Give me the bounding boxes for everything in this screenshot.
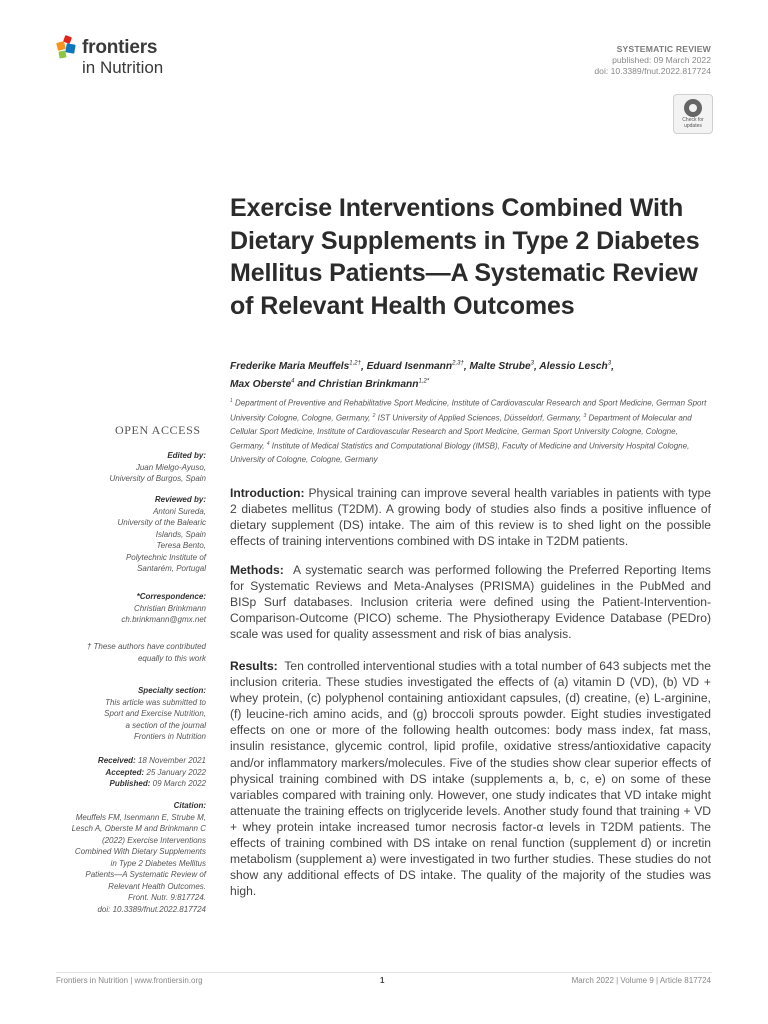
article-type: SYSTEMATIC REVIEW — [616, 44, 711, 54]
open-access-label: OPEN ACCESS — [115, 423, 201, 437]
article-title: Exercise Interventions Combined With Dietary Supplements in Type 2 Diabetes Mellitus Patients—A Systematic Review of Relevant Health Outcomes — [230, 194, 700, 320]
abstract-heading: Introduction: — [230, 486, 305, 500]
specialty-section: Specialty section: This article was submitted to Sport and Exercise Nutrition, a section of the journal Frontiers in Nutrition — [104, 686, 206, 741]
article-doi[interactable]: doi: 10.3389/fnut.2022.817724 — [594, 66, 711, 76]
abstract-methods: Methods: A systematic search was performed following the Preferred Reporting Items for Systematic Reviews and Meta-Analyses (PRISMA) guidelines in the PubMed and BISp Surf databases. Inclusion criteria were defined using the Patient-Intervention-Comparison-Outcome (PICO) scheme. The Physiotherapy Evidence Database (PEDro) scale was used for quality assessment and risk of bias analysis. — [230, 563, 711, 642]
abstract-introduction: Introduction: Physical training can improve several health variables in patients with type 2 diabetes mellitus (T2DM). A growing body of studies also finds a positive influence of dietary supplement (DS) intake. The aim of this review is to shed light on the possible effects of training interventions combined with DS intake in T2DM patients. — [230, 486, 711, 549]
article-header — [594, 44, 711, 77]
author[interactable]: Alessio Lesch$^3$ — [539, 361, 612, 373]
author[interactable]: Christian Brinkmann$^{1,2*}$ — [318, 378, 430, 390]
frontiers-logo-icon — [56, 36, 78, 60]
abstract-heading: Methods: — [230, 563, 284, 577]
author[interactable]: Max Oberste$^4$ — [230, 378, 295, 390]
correspondence-email[interactable]: ch.brinkmann@gmx.net — [121, 615, 206, 624]
article-dates: Received: 18 November 2021 Accepted: 25 January 2022 Published: 09 March 2022 — [97, 756, 206, 788]
citation-doi[interactable]: doi: 10.3389/fnut.2022.817724 — [97, 904, 206, 914]
journal-logo — [56, 34, 216, 78]
equal-contribution-note: † These authors have contributed equally to this work — [86, 642, 206, 663]
author[interactable]: Malte Strube$^3$ — [469, 361, 534, 373]
abstract-heading: Results: — [230, 659, 278, 673]
footer-issue: March 2022 | Volume 9 | Article 817724 — [571, 976, 711, 985]
author-list: Frederike Maria Meuffels$^{1,2\dagger}$, Eduard Isenmann$^{2,3\dagger}$, Malte Strube$^3$, Alessio Lesch$^3$, Max Oberste$^4$ and Christian Brinkmann$^{1,2*}$ — [230, 361, 614, 390]
footer-journal[interactable]: Frontiers in Nutrition | www.frontiersin.org — [56, 976, 203, 985]
citation: Citation: Meuffels FM, Isenmann E, Strube M, Lesch A, Oberste M and Brinkmann C (2022) Exercise Interventions Combined With Dietary Supplements in Type 2 Diabetes Mellitus Patients—A Systematic Review of Relevant Health Outcomes. Front. Nutr. 9:817724. doi: 10.3389/fnut.2022.817724 — [40, 800, 206, 915]
check-updates-icon — [684, 99, 702, 117]
author[interactable]: Eduard Isenmann$^{2,3\dagger}$ — [366, 361, 464, 373]
page-number: 1 — [380, 976, 385, 985]
check-updates-label: Check for updates — [682, 117, 704, 129]
published-date: published: 09 March 2022 — [612, 55, 711, 65]
author[interactable]: Frederike Maria Meuffels$^{1,2\dagger}$ — [230, 361, 361, 373]
check-for-updates-button[interactable] — [673, 94, 713, 134]
journal-section: in Nutrition — [82, 58, 164, 77]
affiliations: $^1$ Department of Preventive and Rehabilitative Sport Medicine, Institute of Cardiovascular Research and Sport Medicine, German Sport University Cologne, Cologne, Germany, $^2$ IST University of Applied Sciences, Düsseldorf, Germany, $^3$ Department of Molecular and Cellular Sport Medicine, Institute of Cardiovascular Research and Sport Medicine, German Sport University Cologne, Cologne, Germany, $^4$ Institute of Medical Statistics and Computational Biology (IMSB), Faculty of Medicine and University Hospital Cologne, University of Cologne, Cologne, Germany — [230, 398, 707, 464]
journal-name: frontiers — [82, 37, 158, 58]
edited-by: Edited by: Juan Mielgo-Ayuso, University of Burgos, Spain — [109, 451, 206, 483]
footer-divider — [56, 972, 712, 973]
reviewed-by: Reviewed by: Antoni Sureda, University of the Balearic Islands, Spain Teresa Bento, Polytechnic Institute of Santarém, Portugal — [117, 495, 206, 573]
correspondence: *Correspondence: Christian Brinkmann ch.brinkmann@gmx.net — [40, 591, 206, 626]
abstract-results: Results: Ten controlled interventional studies with a total number of 643 subjects met the inclusion criteria. These studies investigated the effects of (a) vitamin D (VD), (b) VD + whey protein, (c) polyphenol containing antioxidant capsules, (d) creatine, (e) L-arginine, (f) leucine-rich amino acids, and (g) broccoli sprouts powder. Eight studies investigated effects on one or more of the following health outcomes: body mass index, fat mass, insulin resistance, glycemic control, lipid profile, oxidative stress/antioxidative capacity and/or inflammatory markers/molecules. Five of the studies show clear superior effects of physical training combined with DS intake (supplements a, b, c, e) on some of these variables compared with training only. However, one study indicates that VD intake might attenuate the training effects on triglyceride levels. Another study found that training + VD + whey protein intake increased tumor necrosis factor-α levels in T2DM patients. The effects of training combined with DS intake on renal function (supplement d) or incretin metabolism (supplement a) were investigated in two further studies. These studies do not show any additional effects of DS intake. The quality of the majority of the studies was high. — [230, 659, 711, 899]
